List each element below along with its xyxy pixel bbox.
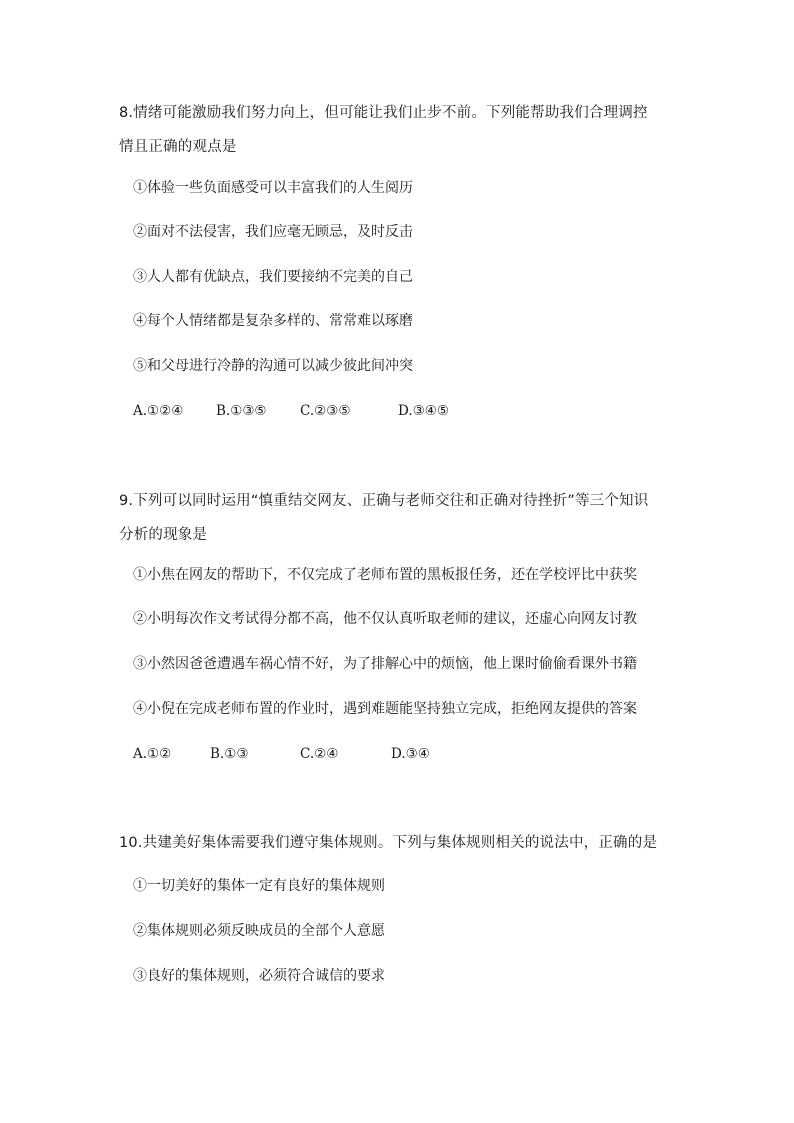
question-10-statement-1: ①一切美好的集体一定有良好的集体规则	[133, 878, 385, 894]
question-8-statement-1: ①体验一些负面感受可以丰富我们的人生阅历	[133, 180, 413, 196]
question-9-statement-2: ②小明每次作文考试得分都不高，他不仅认真听取老师的建议，还虚心向网友讨教	[133, 611, 637, 627]
question-10-statement-3: ③良好的集体规则，必须符合诚信的要求	[133, 968, 385, 984]
question-9-statement-1: ①小焦在网友的帮助下，不仅完成了老师布置的黑板报任务，还在学校评比中获奖	[133, 567, 637, 583]
question-9-stem: 9.下列可以同时运用“慎重结交网友、正确与老师交往和正确对待挫折”等三个知识分析的现象是	[119, 493, 649, 543]
question-9-statement-3: ③小然因爸爸遭遇车祸心情不好，为了排解心中的烦恼，他上课时偷偷看课外书籍	[133, 656, 637, 672]
question-9-choice-a[interactable]: A.①②	[133, 746, 172, 762]
question-8-statement-2: ②面对不法侵害，我们应毫无顾忌，及时反击	[133, 224, 413, 240]
question-9-choice-d[interactable]: D.③④	[391, 746, 430, 762]
question-8-choice-b[interactable]: B.①③⑤	[216, 403, 267, 419]
question-8-statement-4: ④每个人情绪都是复杂多样的、常常难以琢磨	[133, 313, 413, 329]
question-8-stem: 8.情绪可能激励我们努力向上，但可能让我们止步不前。下列能帮助我们合理调控情且正确的观点是	[119, 105, 648, 155]
question-8-choice-a[interactable]: A.①②④	[133, 403, 184, 419]
question-10-stem: 10.共建美好集体需要我们遵守集体规则。下列与集体规则相关的说法中，正确的是	[119, 835, 658, 851]
question-9-choice-c[interactable]: C.②④	[300, 746, 339, 762]
question-8-choice-c[interactable]: C.②③⑤	[300, 403, 351, 419]
question-10-statement-2: ②集体规则必须反映成员的全部个人意愿	[133, 923, 385, 939]
question-8-statement-3: ③人人都有优缺点，我们要接纳不完美的自己	[133, 269, 413, 285]
question-8-statement-5: ⑤和父母进行冷静的沟通可以减少彼此间冲突	[133, 358, 413, 374]
question-8-choice-d[interactable]: D.③④⑤	[398, 403, 449, 419]
question-9-statement-4: ④小倪在完成老师布置的作业时，遇到难题能坚持独立完成，拒绝网友提供的答案	[133, 701, 637, 717]
question-9-choice-b[interactable]: B.①③	[210, 746, 249, 762]
